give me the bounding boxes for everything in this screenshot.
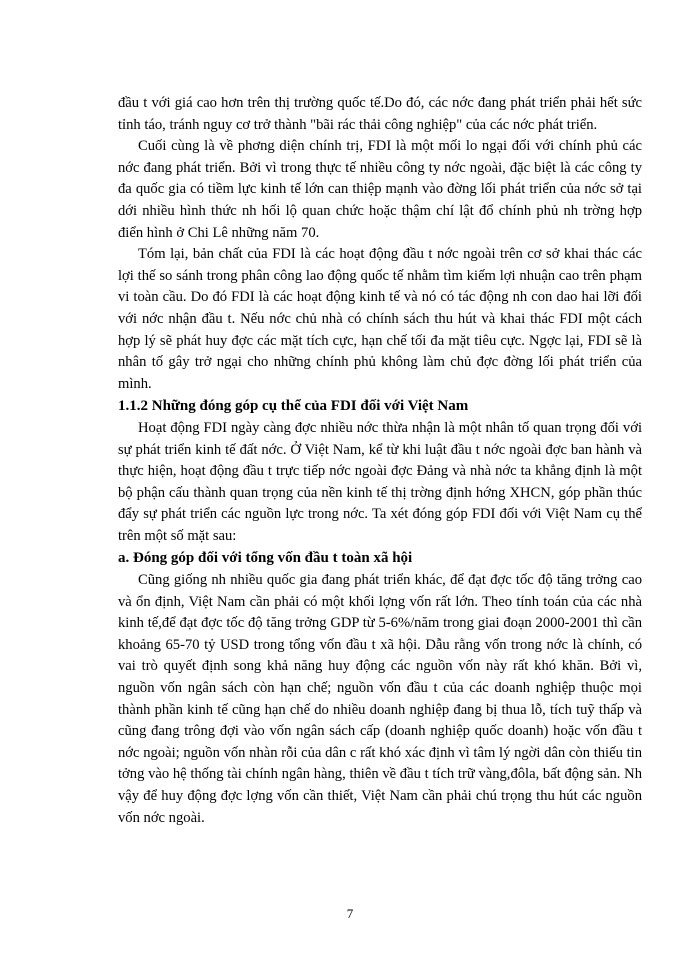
paragraph-fdi-role-vietnam: Hoạt động FDI ngày càng đợc nhiều nớc thừa nhận là một nhân tố quan trọng đối với sự phát triển kinh tế đất nớc. Ở Việt Nam, kể từ khi luật đầu t nớc ngoài đợc ban hành và thực hiện, hoạt động đầu t trực tiếp nớc ngoài đợc Đảng và nhà nớc ta khẳng định là một bộ phận cấu thành quan trọng của nền kinh tế thị trờng định hớng XHCN, góp phần thúc đẩy sự phát triển các nguồn lực trong nớc. Ta xét đóng góp FDI đối với Việt Nam cụ thể trên một số mặt sau:: [118, 419, 642, 544]
paragraph-summary: Tóm lại, bản chất của FDI là các hoạt động đầu t nớc ngoài trên cơ sở khai thác các lợi thế so sánh trong phân công lao động quốc tế nhằm tìm kiếm lợi nhuận cao trên phạm vi toàn cầu. Do đó FDI là các hoạt động kinh tế và nó có tác động nh con dao hai lỡi đối với nớc nhận đầu t. Nếu nớc chủ nhà có chính sách thu hút và khai thác FDI một cách hợp lý sẽ phát huy đợc các mặt tích cực, hạn chế tối đa mặt tiêu cực. Ngợc lại, FDI sẽ là nhân tố gây trở ngại cho những chính phủ không làm chủ đợc đờng lối phát triển của mình.: [118, 246, 642, 392]
subsection-heading-a: a. Đóng góp đối với tổng vốn đầu t toàn xã hội: [118, 550, 413, 567]
section-heading-1-1-2: 1.1.2 Những đóng góp cụ thể của FDI đối với Việt Nam: [118, 398, 469, 415]
page-number: 7: [346, 906, 354, 921]
paragraph-capital-contribution: Cũng giống nh nhiều quốc gia đang phát triển khác, để đạt đợc tốc độ tăng trởng cao và ổn định, Việt Nam cần phải có một khối lợng vốn rất lớn. Theo tính toán của các nhà kinh tế,để đạt đợc tốc độ tăng trởng GDP từ 5-6%/năm trong giai đoạn 2000-2001 thì cần khoảng 65-70 tỷ USD trong tổng vốn đầu t xã hội. Dẫu rằng vốn trong nớc là chính, có vai trò quyết định song khả năng huy động các nguồn vốn này rất khó khăn. Bởi vì, nguồn vốn ngân sách còn hạn chế; nguồn vốn đầu t của các doanh nghiệp thuộc mọi thành phần kinh tế cũng hạn chế do nhiều doanh nghiệp đang bị thua lỗ, tích tuỹ thấp và cũng đang trông đợi vào vốn ngân sách cấp (doanh nghiệp quốc doanh) hoặc vốn đầu t nớc ngoài; nguồn vốn nhàn rỗi của dân c rất khó xác định vì tâm lý ngời dân còn thiếu tin tởng vào hệ thống tài chính ngân hàng, thiên về đầu t tích trữ vàng,đôla, bất động sản. Nh vậy để huy động đợc lợng vốn cần thiết, Việt Nam cần phải chú trọng thu hút các nguồn vốn nớc ngoài.: [118, 572, 642, 826]
paragraph-political-concern: Cuối cùng là về phơng diện chính trị, FDI là một mối lo ngại đối với chính phủ các nớc đang phát triển. Bởi vì trong thực tế nhiều công ty nớc ngoài, đặc biệt là các công ty đa quốc gia có tiềm lực kinh tế lớn can thiệp mạnh vào đờng lối phát triển của nớc sở tại dới nhiều hình thức nh hối lộ quan chức hoặc thậm chí lật đổ chính phủ nh trờng hợp điển hình ở Chi Lê những năm 70.: [118, 138, 642, 241]
paragraph-pollution-risk: đầu t với giá cao hơn trên thị trường quốc tế.Do đó, các nớc đang phát triển phải hết sức tỉnh táo, tránh nguy cơ trở thành "bãi rác thải công nghiệp" của các nớc phát triển.: [118, 95, 642, 133]
page-body: [118, 93, 642, 829]
